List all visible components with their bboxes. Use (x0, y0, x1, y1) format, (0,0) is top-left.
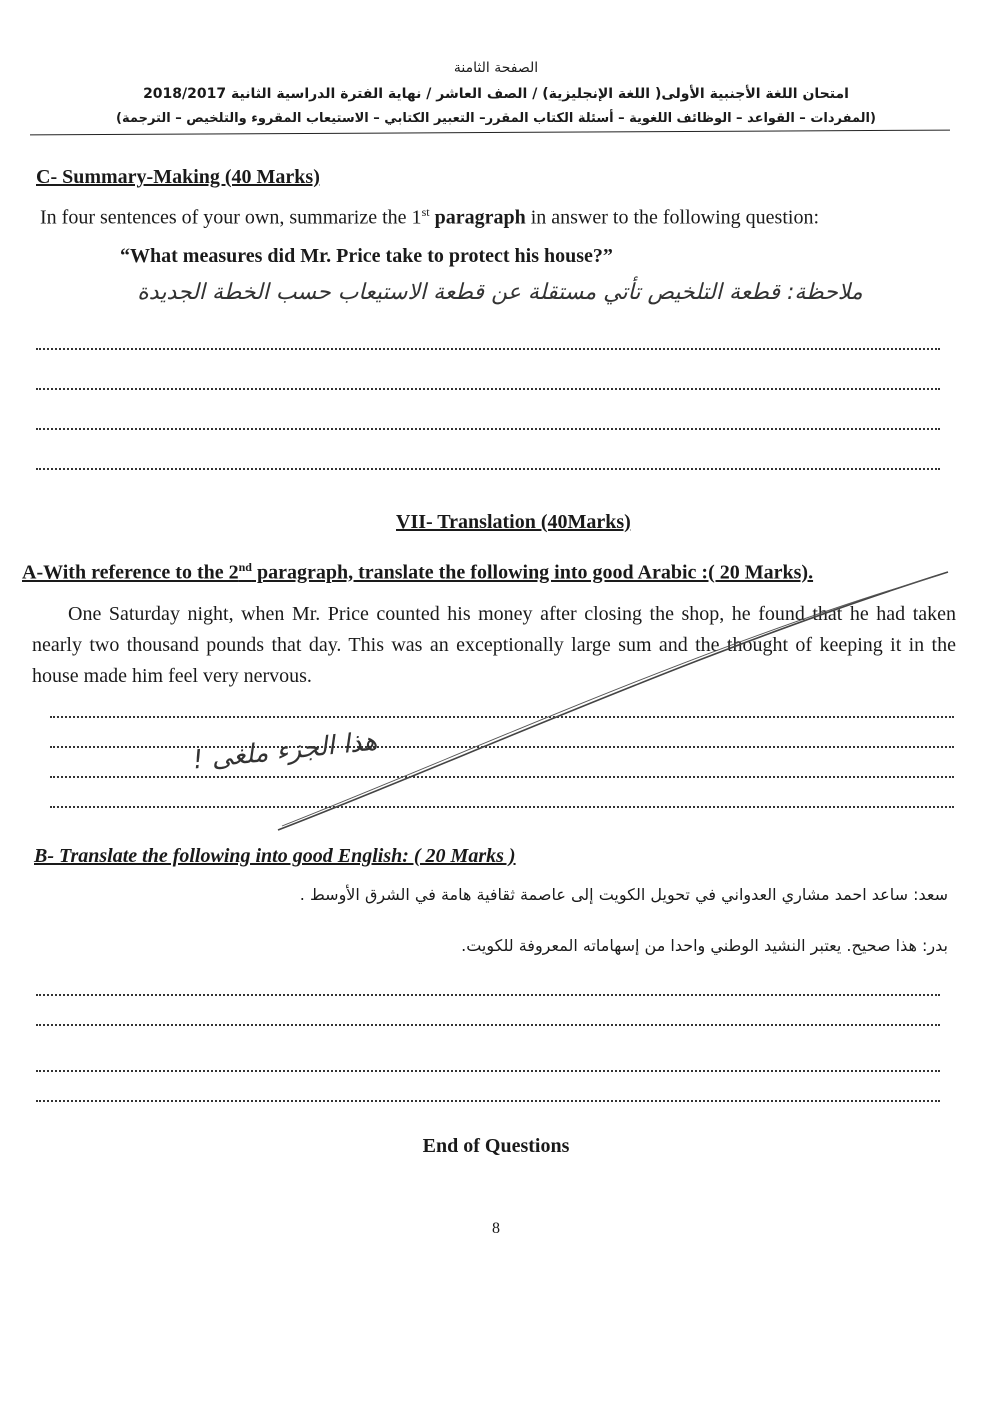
part-b-answer-line-4[interactable] (36, 1098, 940, 1102)
part-b-dialogue-line-1: سعد: ساعد احمد مشاري العدواني في تحويل الكويت إلى عاصمة ثقافية هامة في الشرق الأوسط . (299, 885, 948, 904)
summary-instruction-start: In four sentences of your own, summarize the 1 (40, 206, 422, 229)
end-of-questions: End of Questions (422, 1135, 570, 1157)
part-a-cancelled-note: هذا الجزء ملغى ! (191, 726, 379, 776)
page-label: الصفحة الثامنة (453, 60, 539, 76)
translation-part-b-heading: B- Translate the following into good English: ( 20 Marks ) (34, 845, 516, 867)
exam-sections-line: (المفردات – القواعد – الوظائف اللغوية – أسئلة الكتاب المقرر– التعبير الكتابي – الاستيعاب المقروء والتلخيص – الترجمة) (116, 111, 876, 126)
translation-section-title: VII- Translation (40Marks) (396, 511, 631, 533)
page-number: 8 (492, 1220, 500, 1237)
part-b-answer-line-3[interactable] (36, 1068, 940, 1072)
exam-title: امتحان اللغة الأجنبية الأولى( اللغة الإنجليزية) / الصف العاشر / نهاية الفترة الدراسية الثانية 2018/2017 (143, 86, 849, 102)
part-b-answer-line-2[interactable] (36, 1022, 940, 1026)
translation-part-a-passage: One Saturday night, when Mr. Price counted his money after closing the shop, he found that he had taken nearly two thousand pounds that day. This was an exceptionally large sum and the thought of keeping it in the house made him feel very nervous. (32, 603, 956, 687)
summary-handwritten-note: ملاحظة: قطعة التلخيص تأتي مستقلة عن قطعة الاستيعاب حسب الخطة الجديدة (137, 280, 863, 305)
part-a-heading-end: paragraph, translate the following into good Arabic :( 20 Marks). (251, 561, 814, 584)
summary-instruction-end: in answer to the following question: (525, 206, 819, 229)
part-b-dialogue-line-2: بدر: هذا صحيح. يعتبر النشيد الوطني واحدا من إسهاماته المعروفة للكويت. (461, 936, 948, 955)
summary-section-title: C- Summary-Making (40 Marks) (36, 166, 320, 188)
summary-instruction-sup: st (421, 205, 430, 219)
part-a-heading-sup: nd (238, 560, 252, 574)
part-b-answer-line-1[interactable] (36, 992, 940, 996)
summary-instruction-bold: paragraph (429, 206, 526, 229)
summary-question: “What measures did Mr. Price take to protect his house?” (120, 245, 613, 267)
part-a-heading-start: A-With reference to the 2 (22, 561, 239, 584)
